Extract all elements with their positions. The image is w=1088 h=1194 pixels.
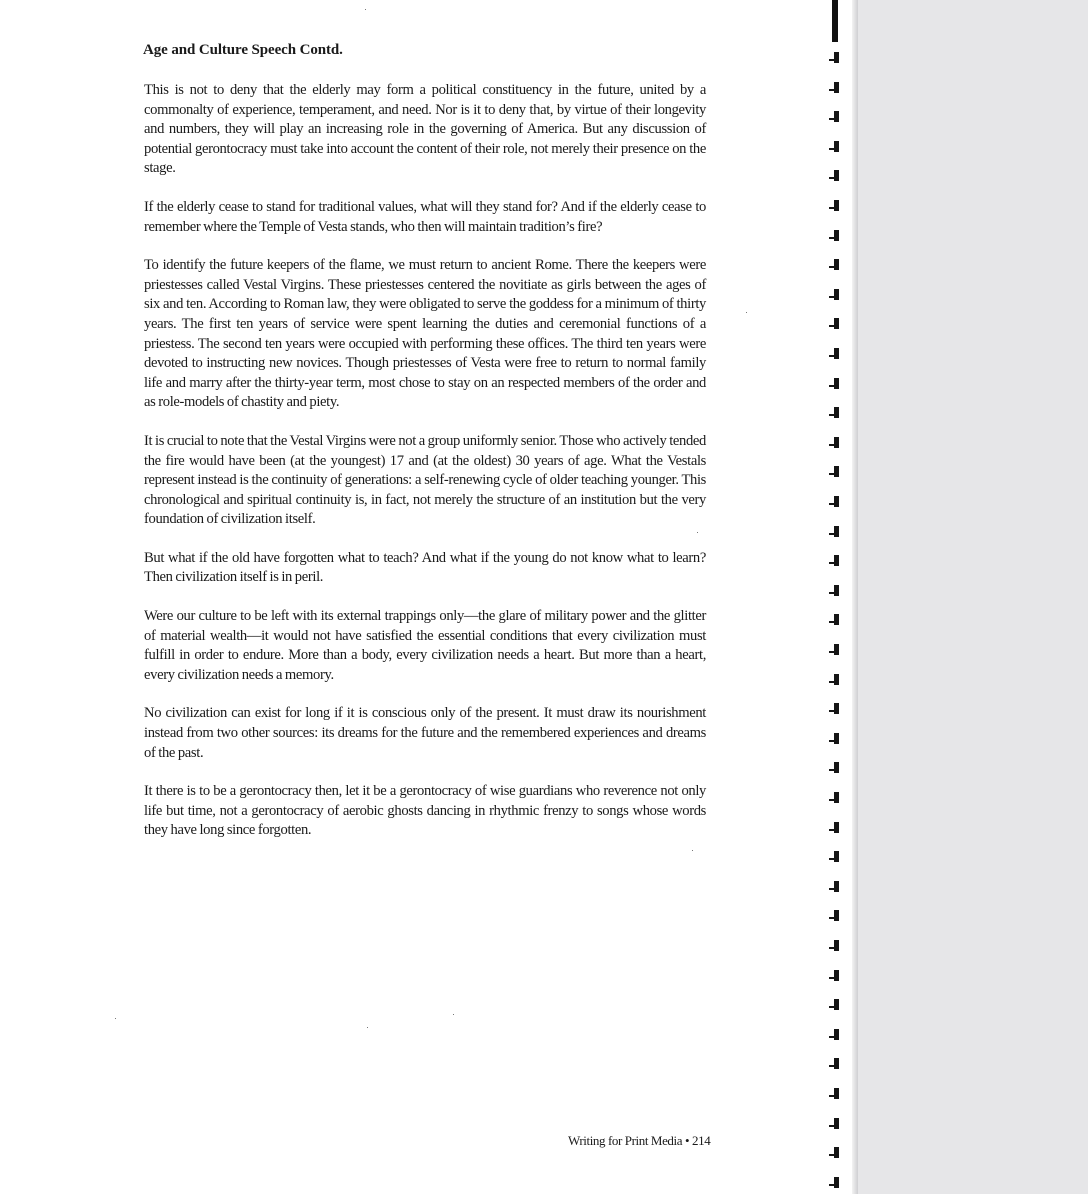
body-text (144, 81, 706, 860)
binding-mark (834, 644, 839, 655)
paragraph-2: If the elderly cease to stand for traditional values, what will they stand for? And if the elderly cease to remember where the Temple of Vesta stands, who then will maintain tradition’s fire? (144, 198, 706, 235)
binding-mark (834, 526, 839, 537)
binding-mark (834, 940, 839, 951)
binding-mark (834, 289, 839, 300)
binding-mark (834, 999, 839, 1010)
binding-mark (834, 141, 839, 152)
page-number: 214 (692, 1133, 711, 1148)
binding-mark (834, 1147, 839, 1158)
binding-mark (834, 585, 839, 596)
binding-mark (834, 703, 839, 714)
binding-mark (834, 1177, 839, 1188)
binding-mark (834, 437, 839, 448)
scan-speck (115, 1018, 116, 1019)
spiral-binding (826, 0, 848, 1194)
binding-mark (834, 82, 839, 93)
scan-speck (365, 9, 366, 10)
paragraph-1: This is not to deny that the elderly may form a political constituency in the future, united by a commonalty of experience, temperament, and need. Nor is it to deny that, by virtue of their longevity and numbers, they will play an increasing role in the governing of America. But any discussion of potential gerontocracy must take into account the content of their role, not merely their presence on the stage. (144, 82, 706, 177)
binding-mark (834, 259, 839, 270)
footer-separator: • (684, 1133, 690, 1148)
binding-mark (834, 555, 839, 566)
paragraph-3: To identify the future keepers of the flame, we must return to ancient Rome. There the keepers were priestesses called Vestal Virgins. These priestesses centered the novitiate as girls between the ages of six and ten. According to Roman law, they were obligated to serve the goddess for a minimum of thirty years. The first ten years of service were spent learning the duties and ceremonial functions of a priestess. The second ten years were occupied with performing these offices. The third ten years were devoted to instructing new novices. Though priestesses of Vesta were free to return to normal family life and marry after the thirty-year term, most chose to stay on an respected members of the order and as role-models of chastity and piety. (144, 257, 706, 411)
binding-mark (834, 170, 839, 181)
binding-mark (834, 496, 839, 507)
scan-speck (746, 312, 747, 313)
page-title: Age and Culture Speech Contd. (143, 42, 343, 58)
binding-mark (834, 674, 839, 685)
paragraph-4: It is crucial to note that the Vestal Virgins were not a group uniformly senior. Those who actively tended the fire would have been (at the youngest) 17 and (at the oldest) 30 years of age. What the Vestals represent instead is the continuity of generations: a self-renewing cycle of older teaching younger. This chronological and spiritual continuity is, in fact, not merely the structure of an institution but the very foundation of civilization itself. (144, 432, 706, 528)
paragraph-8: It there is to be a gerontocracy then, let it be a gerontocracy of wise guardians who reverence not only life but time, not a gerontocracy of aerobic ghosts dancing in rhythmic frenzy to songs whose words they have long since forgotten. (144, 783, 706, 839)
binding-mark (834, 792, 839, 803)
page-footer (568, 1133, 710, 1149)
binding-mark (834, 1088, 839, 1099)
binding-mark (834, 52, 839, 63)
binding-mark (834, 822, 839, 833)
binding-mark (834, 881, 839, 892)
binding-strip (832, 0, 838, 42)
scan-margin (858, 0, 1088, 1194)
binding-mark (834, 111, 839, 122)
binding-mark (834, 200, 839, 211)
scan-speck (367, 1027, 368, 1028)
binding-mark (834, 407, 839, 418)
scan-speck (697, 532, 698, 533)
binding-mark (834, 733, 839, 744)
paragraph-7: No civilization can exist for long if it is conscious only of the present. It must draw its nourishment instead from two other sources: its dreams for the future and the remembered experiences and dreams of the past. (144, 705, 706, 761)
paragraph-6: Were our culture to be left with its external trappings only—the glare of military power and the glitter of material wealth—it would not have satisfied the essential conditions that every civilization must fulfill in order to endure. More than a body, every civilization needs a heart. But more than a heart, every civilization needs a memory. (144, 608, 706, 683)
binding-mark (834, 851, 839, 862)
binding-mark (834, 230, 839, 241)
scan-speck (692, 850, 693, 851)
scan-speck (453, 1014, 454, 1015)
paragraph-5: But what if the old have forgotten what to teach? And what if the young do not know what to learn? Then civilization itself is in peril. (144, 549, 706, 586)
binding-mark (834, 1058, 839, 1069)
binding-mark (834, 378, 839, 389)
binding-mark (834, 762, 839, 773)
binding-mark (834, 910, 839, 921)
binding-mark (834, 1118, 839, 1129)
binding-mark (834, 466, 839, 477)
binding-mark (834, 318, 839, 329)
binding-mark (834, 1029, 839, 1040)
footer-label: Writing for Print Media (568, 1133, 683, 1148)
binding-mark (834, 970, 839, 981)
binding-mark (834, 614, 839, 625)
binding-mark (834, 348, 839, 359)
